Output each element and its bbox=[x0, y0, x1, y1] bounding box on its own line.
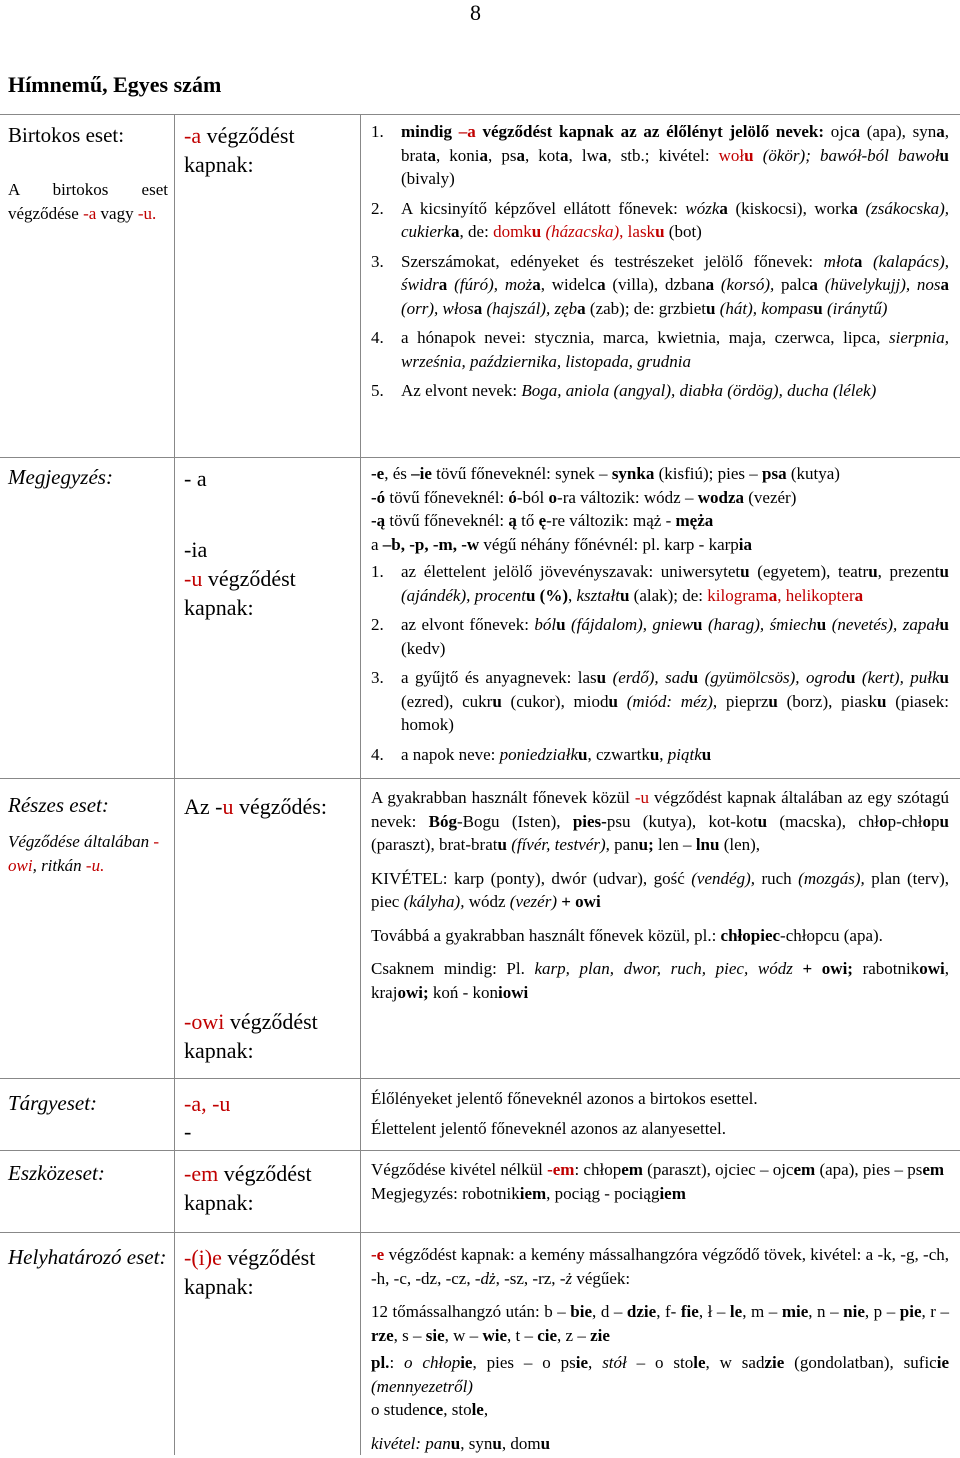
list-item: 3. Szerszámokat, edényeket és testrészeket jelölő főnevek: młota (kalapács), świdra (fúró), moża, widelca (villa), dzbana (korsó), palca (hüvelykujj), nosa (orr), włosa (hajszál), zęba (zab); de: grzbietu (hát), kompasu (iránytű) bbox=[371, 251, 950, 318]
row-divider bbox=[0, 778, 960, 779]
reszes-owi-label: -owi végződést kapnak: bbox=[184, 1009, 318, 1063]
helyhat-p5: kivétel: panu, synu, domu bbox=[371, 1433, 551, 1453]
case-note-reszes: Végződése általában -owi, ritkán -u. bbox=[8, 832, 160, 875]
page-number: 8 bbox=[470, 0, 481, 25]
eszkoz-line2: Megjegyzés: robotnikiem, pociąg - pociągiem bbox=[371, 1183, 686, 1203]
list-item: 3. a gyűjtő és anyagnevek: lasu (erdő), sadu (gyümölcsös), ogrodu (kert), pułku (ezred), cukru (cukor), miodu (miód: méz), pieprzu (borz), piasku (piasek: homok) bbox=[371, 668, 950, 734]
table-top-border bbox=[0, 114, 960, 115]
reszes-p3: Továbbá a gyakrabban használt főnevek közül, pl.: chłopiec-chłopcu (apa). bbox=[371, 925, 883, 945]
birtokos-list bbox=[371, 120, 949, 409]
helyhat-p4: o studence, stole, bbox=[371, 1400, 489, 1419]
list-item: 2. az elvont főnevek: bólu (fájdalom), gniewu (harag), śmiechu (nevetés), zapału (kedv) bbox=[371, 615, 950, 658]
note-line: a –b, -p, -m, -w végű néhány főnévnél: pl. karp - karpia bbox=[371, 534, 753, 554]
ending-helyhat: -(i)e végződést kapnak: bbox=[184, 1245, 316, 1299]
ending-eszkoz: -em végződést kapnak: bbox=[184, 1161, 312, 1215]
helyhat-p3: pl.: o chłopie, pies – o psie, stół – o stole, w sadzie (gondolatban), suficie (mennyezetről) bbox=[371, 1353, 949, 1396]
ending-a: - a bbox=[184, 466, 207, 491]
row-divider bbox=[0, 1078, 960, 1079]
helyhat-p2: 12 tőmássalhangzó után: b – bie, d – dzie, f- fie, ł – le, m – mie, n – nie, p – pie, r – rze, s – sie, w – wie, t – cie, z – zie bbox=[371, 1302, 949, 1345]
note-line: -e, és –ie tövű főneveknél: synek – synka (kisfiú); pies – psa (kutya) bbox=[371, 464, 840, 483]
list-item: 2. A kicsinyítő képzővel ellátott főnevek: wózka (kiskocsi), worka (zsákocska), cukierka, de: domku (házacska), lasku (bot) bbox=[371, 198, 950, 241]
case-title-eszkoz: Eszközeset: bbox=[8, 1161, 105, 1185]
targy-line2: Élettelent jelentő főneveknél azonos az alanyesettel. bbox=[371, 1118, 726, 1138]
eszkoz-line1: Végződése kivétel nélkül -em: chłopem (paraszt), ojciec – ojcem (apa), pies – psem bbox=[371, 1160, 945, 1179]
reszes-text bbox=[371, 786, 949, 1004]
case-note-birtokos: A birtokos eset végződése -a vagy -u. bbox=[8, 180, 168, 223]
note-line: -ą tövű főneveknél: ą tő ę-re változik: mąż - męża bbox=[371, 511, 714, 530]
column-divider bbox=[174, 115, 175, 1455]
megjegyzes-notes bbox=[371, 462, 949, 772]
list-item: 4. a napok neve: poniedziałku, czwartku, piątku bbox=[371, 744, 712, 764]
helyhat-p1: -e végződést kapnak: a kemény mássalhangzóra végződő tövek, kivétel: a -k, -g, -ch, -h, -c, -dz, -cz, -dż, -sz, -rz, -ż végűek: bbox=[371, 1245, 949, 1288]
reszes-p2: KIVÉTEL: karp (ponty), dwór (udvar), gość (vendég), ruch (mozgás), plan (terv), piec (kályha), wódz (vezér) + owi bbox=[371, 868, 950, 911]
list-item: 4. a hónapok nevei: stycznia, marca, kwietnia, maja, czerwca, lipca, sierpnia, września, października, listopada, grudnia bbox=[371, 328, 949, 371]
ending-targy: -a, -u bbox=[184, 1091, 231, 1116]
ending-label-birtokos: -a végződést kapnak: bbox=[184, 123, 295, 177]
reszes-p4: Csaknem mindig: Pl. karp, plan, dwor, ruch, piec, wódz + owi; rabotnikowi, krajowi; koń - koniowi bbox=[371, 959, 950, 1002]
case-title-megjegyzes: Megjegyzés: bbox=[8, 465, 113, 489]
row-divider bbox=[0, 1232, 960, 1233]
column-divider bbox=[360, 115, 361, 1455]
row-divider bbox=[0, 457, 960, 458]
targy-text bbox=[371, 1087, 949, 1140]
ending-targy-dash: - bbox=[184, 1119, 192, 1144]
reszes-u-label: Az -u végződés: bbox=[184, 794, 327, 819]
list-item: 5. Az elvont nevek: Boga, aniola (angyal), diabła (ördög), ducha (lélek) bbox=[371, 381, 877, 400]
page-heading: Hímnemű, Egyes szám bbox=[8, 72, 222, 97]
row-divider bbox=[0, 1150, 960, 1151]
reszes-p1: A gyakrabban használt főnevek közül -u végződést kapnak általában az egy szótagú nevek: Bóg-Bogu (Isten), pies-psu (kutya), kot-kotu (macska), chłop-chłopu (paraszt), brat-bratu (fívér, testvér), panu; len – lnu (len), bbox=[371, 788, 950, 854]
case-title-targy: Tárgyeset: bbox=[8, 1091, 98, 1115]
note-line: -ó tövű főneveknél: ó-ból o-ra változik: wódz – wodza (vezér) bbox=[371, 487, 797, 507]
case-title-reszes: Részes eset: bbox=[8, 793, 109, 817]
list-item: 1. mindig –a végződést kapnak az az élőlényt jelölő nevek: ojca (apa), syna, brata, konia, psa, kota, lwa, stb.; kivétel: wołu (ökör); bawół-ból bawołu (bivaly) bbox=[371, 122, 950, 188]
ending-ia: -ia bbox=[184, 537, 208, 562]
list-item: 1. az élettelent jelölő jövevényszavak: uniwersytetu (egyetem), teatru, prezentu (ajándék), procentu (%), kształtu (alak); de: kilograma, helikoptera bbox=[371, 562, 950, 605]
targy-line1: Élőlényeket jelentő főneveknél azonos a birtokos esettel. bbox=[371, 1089, 758, 1108]
case-title-birtokos: Birtokos eset: bbox=[8, 123, 125, 147]
ending-label-u: -u végződést kapnak: bbox=[184, 566, 296, 620]
helyhat-text bbox=[371, 1243, 949, 1455]
eszkoz-text bbox=[371, 1158, 949, 1205]
case-title-helyhat: Helyhatározó eset: bbox=[8, 1245, 167, 1269]
